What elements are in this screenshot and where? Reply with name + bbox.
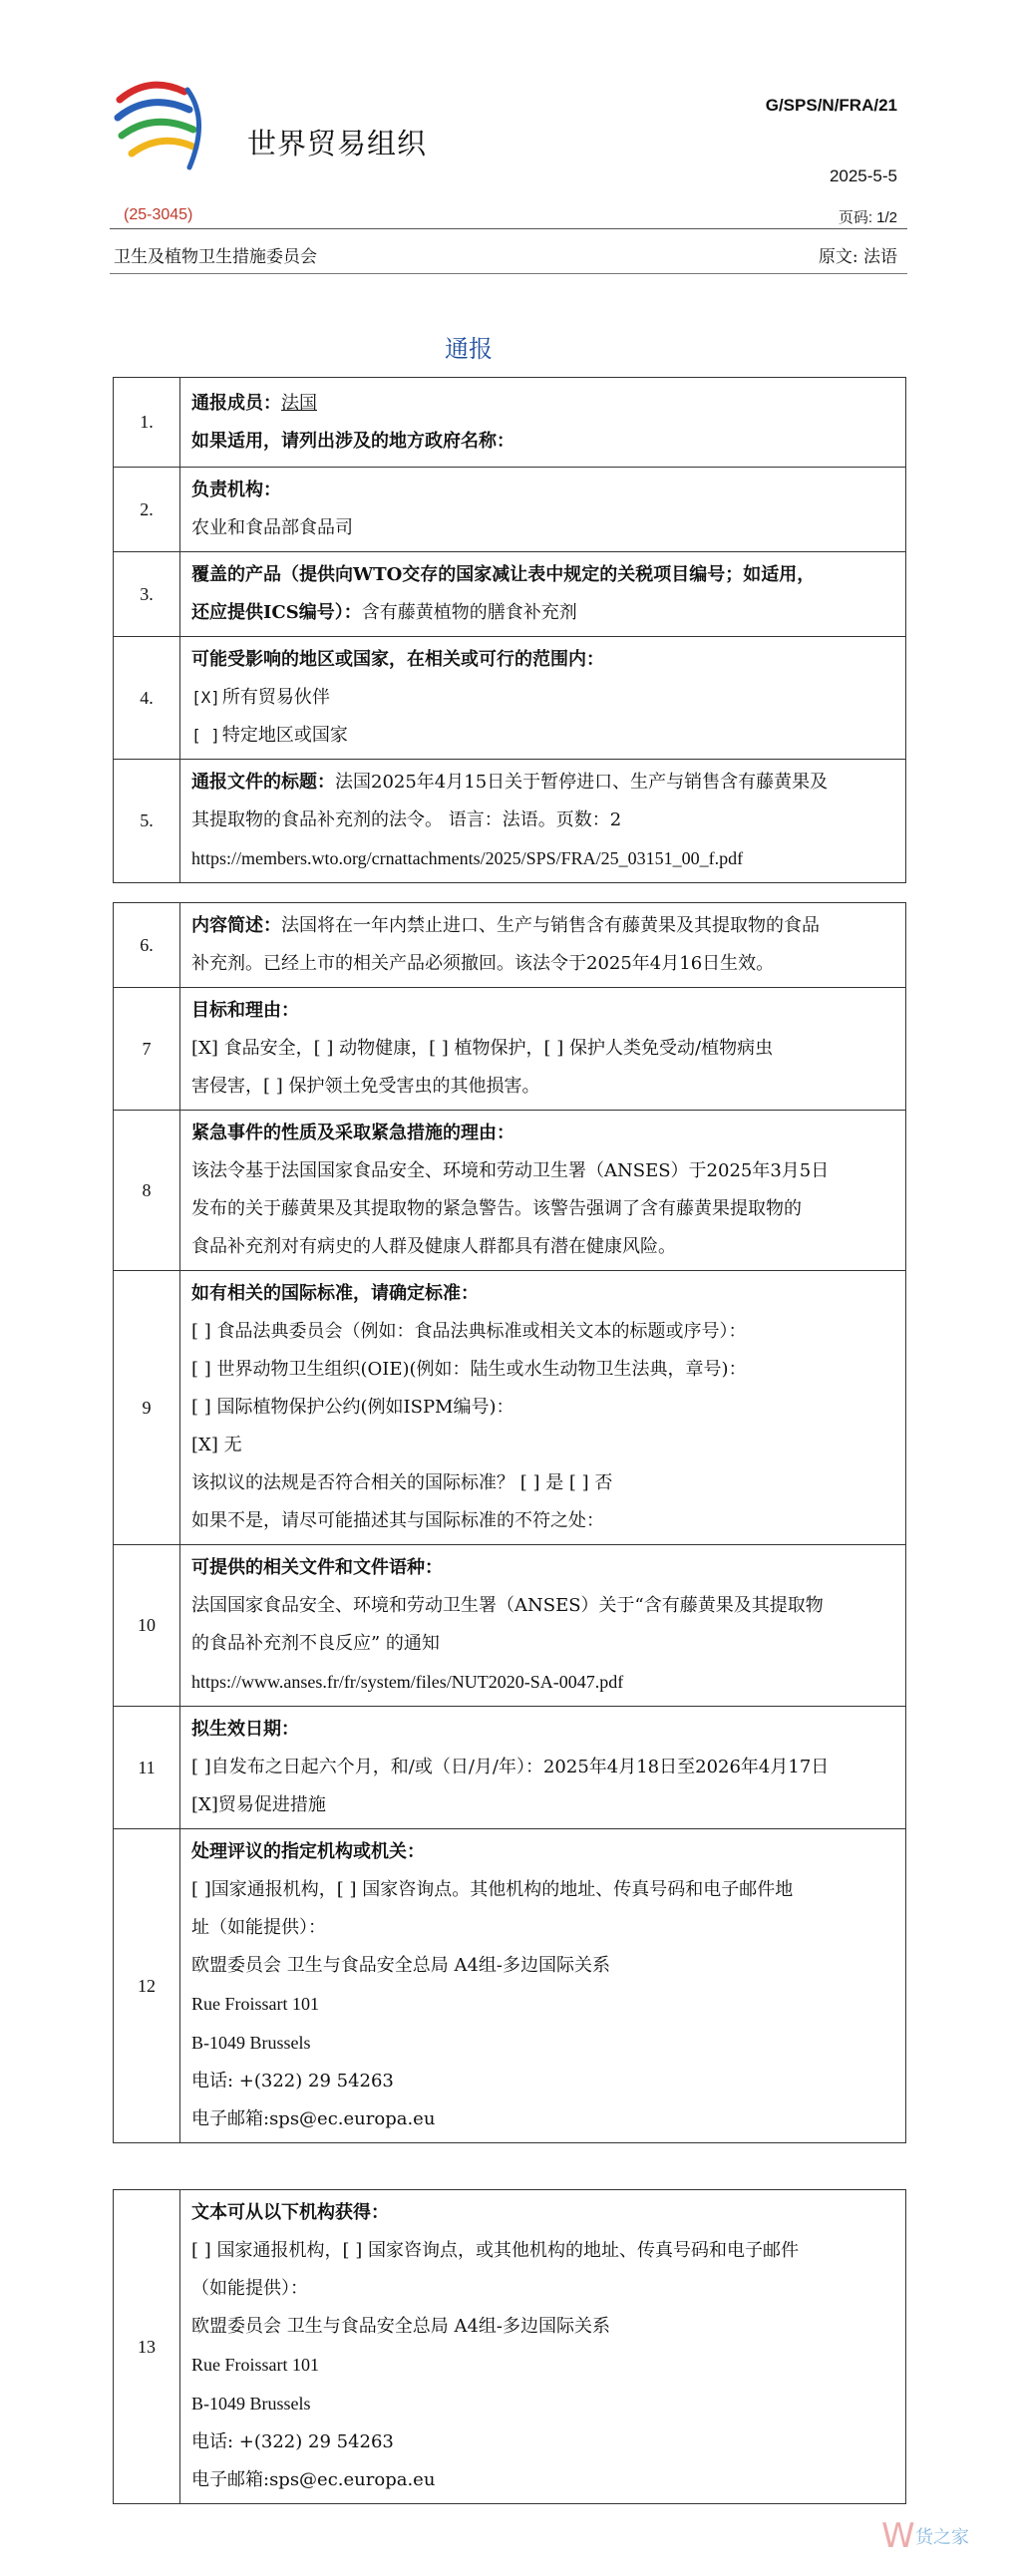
row-number: 10 [114, 1545, 180, 1707]
row-number: 6. [114, 903, 180, 988]
field-value: （如能提供）： [191, 2278, 308, 2299]
org-name: 世界贸易组织 [247, 127, 428, 161]
table-row [114, 378, 906, 468]
page-title: 通报 [445, 335, 493, 363]
row-line [191, 1711, 899, 1749]
field-value: 补充剂。已经上市的相关产品必须撤回。该法令于2025年4月16日生效。 [191, 953, 775, 974]
watermark-logo [873, 2507, 983, 2567]
table-row [114, 2190, 906, 2504]
field-value: [ ] 食品法典委员会（例如：食品法典标准或相关文本的标题或序号）： [191, 1321, 747, 1342]
field-value: 如果不是，请尽可能描述其与国际标准的不符之处： [191, 1510, 604, 1531]
row-line [191, 1663, 899, 1702]
row-content [180, 378, 906, 468]
field-value: [ ]自发布之日起六个月，和/或（日/月/年）：2025年4月18日至2026年4月17日 [191, 1757, 830, 1777]
row-line [191, 1275, 899, 1313]
field-label: 通报文件的标题： [191, 772, 335, 793]
row-line [191, 1068, 899, 1106]
field-label: 可能受影响的地区或国家，在相关或可行的范围内： [191, 649, 604, 670]
checkbox-mark: [X] [191, 688, 220, 707]
field-value: 该拟议的法规是否符合相关的国际标准？ [ ] 是 [ ] 否 [191, 1472, 613, 1493]
row-content [180, 1707, 906, 1829]
row-line [191, 1985, 899, 2024]
watermark-text: 货之家 [915, 2527, 969, 2548]
row-line [191, 385, 899, 423]
field-value: 农业和食品部食品司 [191, 517, 353, 538]
field-value: 电话: +(322) 29 54263 [191, 2071, 394, 2092]
row-content [180, 637, 906, 760]
row-number: 3. [114, 552, 180, 637]
field-value: 电话: +(322) 29 54263 [191, 2431, 394, 2452]
field-label: 还应提供ICS编号）： [191, 602, 362, 623]
field-value: 址（如能提供）： [191, 1917, 326, 1938]
page-number: 页码: 1/2 [838, 209, 897, 226]
field-label: 目标和理由： [191, 1000, 299, 1021]
table-row [114, 1707, 906, 1829]
field-value: 害侵害，[ ] 保护领土免受害虫的其他损害。 [191, 1076, 540, 1097]
row-line [191, 2100, 899, 2138]
link-text: Rue Froissart 101 [191, 2355, 319, 2375]
row-line [191, 1833, 899, 1871]
field-value: [ ] 国际植物保护公约(例如ISPM编号)： [191, 1397, 514, 1418]
row-line [191, 839, 899, 878]
notification-table-part2 [113, 902, 906, 2143]
link-text: https://www.anses.fr/fr/system/files/NUT2020-SA-0047.pdf [191, 1672, 624, 1692]
row-number: 4. [114, 637, 180, 760]
field-value: 该法令基于法国国家食品安全、环境和劳动卫生署（ANSES）于2025年3月5日 [191, 1160, 830, 1181]
link-text: B-1049 Brussels [191, 2033, 311, 2053]
field-value: [X]贸易促进措施 [191, 1794, 326, 1815]
field-value: 法国国家食品安全、环境和劳动卫生署（ANSES）关于“含有藤黄果及其提取物 [191, 1595, 824, 1616]
row-number: 1. [114, 378, 180, 468]
row-line [191, 679, 899, 717]
field-label: 如有相关的国际标准，请确定标准： [191, 1283, 479, 1304]
row-line [191, 1909, 899, 1947]
reference-number: (25-3045) [124, 206, 193, 223]
field-value: [X] 食品安全，[ ] 动物健康，[ ] 植物保护，[ ] 保护人类免受动/植物病虫 [191, 1038, 774, 1059]
field-value: [ ] 国家通报机构，[ ] 国家咨询点，或其他机构的地址、传真号码和电子邮件 [191, 2240, 799, 2261]
wto-logo [110, 70, 219, 179]
row-line [191, 1389, 899, 1427]
row-line [191, 1587, 899, 1625]
notification-table-part3 [113, 2189, 906, 2504]
row-line [191, 1152, 899, 1190]
field-label: 处理评议的指定机构或机关： [191, 1841, 425, 1862]
table-row [114, 552, 906, 637]
row-line [191, 1030, 899, 1068]
row-number: 2. [114, 468, 180, 552]
row-line [191, 1749, 899, 1786]
row-line [191, 1115, 899, 1152]
row-line [191, 1871, 899, 1909]
field-value: [ ] 世界动物卫生组织(OIE)(例如：陆生或水生动物卫生法典，章号)： [191, 1359, 747, 1380]
checkbox-mark: [ ] [191, 726, 220, 745]
svg-text:W: W [881, 2516, 915, 2556]
row-line [191, 2385, 899, 2423]
field-value: 法国 [281, 392, 317, 414]
row-line [191, 1464, 899, 1502]
row-line [191, 556, 899, 594]
row-line [191, 717, 899, 755]
field-value: 含有藤黄植物的膳食补充剂 [361, 602, 577, 623]
row-line [191, 764, 899, 802]
committee-name: 卫生及植物卫生措施委员会 [114, 247, 317, 267]
table-row [114, 903, 906, 988]
field-value: 电子邮箱:sps@ec.europa.eu [191, 2108, 436, 2129]
field-label: 文本可从以下机构获得： [191, 2202, 389, 2223]
field-label: 紧急事件的性质及采取紧急措施的理由： [191, 1123, 514, 1143]
row-line [191, 1351, 899, 1389]
row-line [191, 1947, 899, 1985]
field-label: 可提供的相关文件和文件语种： [191, 1557, 443, 1578]
row-line [191, 641, 899, 679]
row-content [180, 1545, 906, 1707]
field-value: 法国将在一年内禁止进口、生产与销售含有藤黄果及其提取物的食品 [281, 915, 820, 936]
row-line [191, 2308, 899, 2346]
row-line [191, 1625, 899, 1663]
row-line [191, 423, 899, 461]
row-content [180, 988, 906, 1111]
row-line [191, 2063, 899, 2100]
field-value: 食品补充剂对有病史的人群及健康人群都具有潜在健康风险。 [191, 1236, 676, 1257]
original-language: 原文: 法语 [818, 247, 897, 267]
row-number: 9 [114, 1271, 180, 1545]
field-value: 法国2025年4月15日关于暂停进口、生产与销售含有藤黄果及 [335, 772, 829, 793]
row-line [191, 1502, 899, 1540]
table-row [114, 637, 906, 760]
field-value: [X] 无 [191, 1435, 242, 1455]
header-divider [110, 228, 907, 229]
row-content [180, 903, 906, 988]
row-number: 7 [114, 988, 180, 1111]
row-line [191, 2270, 899, 2308]
table-row [114, 1271, 906, 1545]
link-text: https://members.wto.org/crnattachments/2025/SPS/FRA/25_03151_00_f.pdf [191, 848, 744, 868]
row-line [191, 945, 899, 983]
table-row [114, 988, 906, 1111]
row-number: 8 [114, 1111, 180, 1271]
row-line [191, 992, 899, 1030]
field-value: [ ]国家通报机构，[ ] 国家咨询点。其他机构的地址、传真号码和电子邮件地 [191, 1879, 794, 1900]
row-number: 5. [114, 760, 180, 883]
row-content [180, 552, 906, 637]
field-value: 其提取物的食品补充剂的法令。 语言：法语。页数：2 [191, 809, 622, 830]
row-line [191, 2423, 899, 2461]
row-line [191, 509, 899, 547]
row-line [191, 802, 899, 839]
row-content [180, 468, 906, 552]
row-line [191, 1786, 899, 1824]
row-number: 11 [114, 1707, 180, 1829]
field-value: 电子邮箱:sps@ec.europa.eu [191, 2469, 436, 2490]
table-row [114, 468, 906, 552]
row-line [191, 2461, 899, 2499]
row-number: 13 [114, 2190, 180, 2504]
row-content [180, 1111, 906, 1271]
row-line [191, 472, 899, 509]
row-line [191, 2194, 899, 2232]
field-label: 拟生效日期： [191, 1719, 299, 1740]
document-symbol: G/SPS/N/FRA/21 [765, 96, 897, 115]
row-line [191, 1313, 899, 1351]
field-value: 特定地区或国家 [221, 725, 348, 746]
row-line [191, 907, 899, 945]
row-content [180, 2190, 906, 2504]
row-line [191, 2232, 899, 2270]
link-text: Rue Froissart 101 [191, 1994, 319, 2014]
table-row [114, 1545, 906, 1707]
row-line [191, 2346, 899, 2385]
row-line [191, 594, 899, 632]
row-line [191, 1190, 899, 1228]
link-text: B-1049 Brussels [191, 2394, 311, 2414]
field-value: 发布的关于藤黄果及其提取物的紧急警告。该警告强调了含有藤黄果提取物的 [191, 1198, 802, 1219]
field-label: 如果适用，请列出涉及的地方政府名称： [191, 430, 514, 452]
row-content [180, 760, 906, 883]
table-row [114, 1829, 906, 2143]
field-value: 欧盟委员会 卫生与食品安全总局 A4组-多边国际关系 [191, 2316, 610, 2337]
field-label: 负责机构： [191, 480, 281, 500]
field-label: 通报成员： [191, 392, 281, 414]
row-number: 12 [114, 1829, 180, 2143]
field-value: 所有贸易伙伴 [221, 687, 330, 708]
row-content [180, 1271, 906, 1545]
document-date: 2025-5-5 [829, 166, 897, 185]
header-divider-lower [110, 273, 907, 274]
row-content [180, 1829, 906, 2143]
table-row [114, 760, 906, 883]
row-line [191, 1549, 899, 1587]
row-line [191, 2024, 899, 2063]
field-value: 的食品补充剂不良反应” 的通知 [191, 1633, 440, 1654]
row-line [191, 1427, 899, 1464]
field-label: 内容简述： [191, 915, 281, 936]
field-label: 覆盖的产品（提供向WTO交存的国家减让表中规定的关税项目编号；如适用， [191, 564, 816, 585]
field-value: 欧盟委员会 卫生与食品安全总局 A4组-多边国际关系 [191, 1955, 610, 1976]
row-line [191, 1228, 899, 1266]
table-row [114, 1111, 906, 1271]
notification-table-part1 [113, 377, 906, 883]
